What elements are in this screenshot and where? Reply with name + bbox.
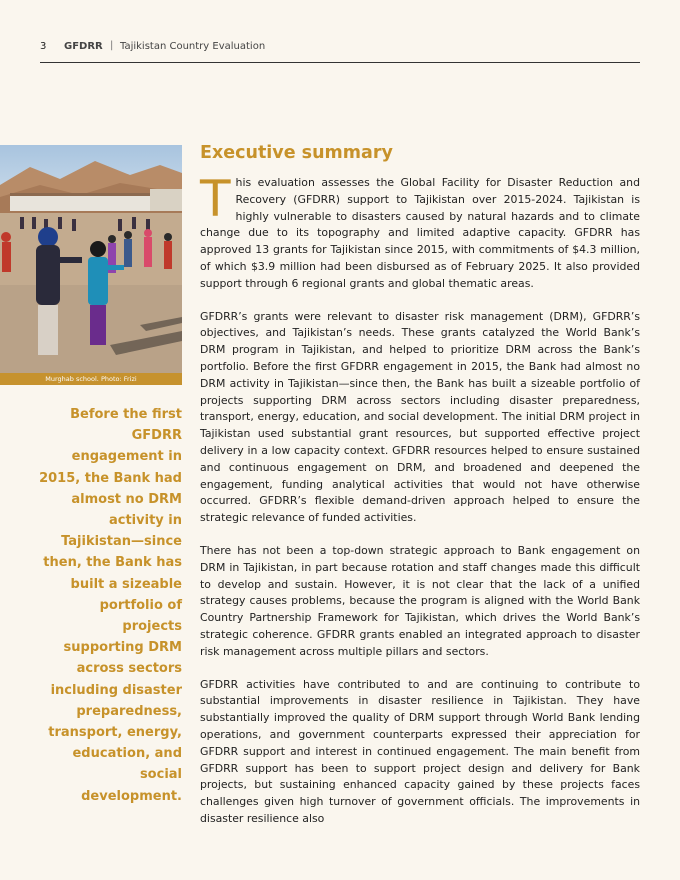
paragraph-1-text: his evaluation assesses the Global Facility for Disaster Reduction and Recovery (GFDRR) support to Tajikistan over 2015-2024. Tajikistan is highly vulnerable to disasters caused by natural hazards and to climate change due to its topography and limited adaptive capacity. GFDRR has approved 13 grants for Tajikistan since 2015, with commitments of $4.3 million, of which $3.9 million had been disbursed as of February 2025. It also provided support through 6 regional grants and global thematic areas. <box>200 176 640 290</box>
header-brand: GFDRR <box>64 41 103 52</box>
paragraph-3: There has not been a top-down strategic approach to Bank engagement on DRM in Tajikistan, in part because rotation and staff changes made this difficult to develop and sustain. However, it is not clear that the lack of a unified strategy causes problems, because the program is aligned with the World Bank Country Partnership Framework for Tajikistan, which drives the World Bank’s strategic coherence. GFDRR grants enabled an integrated approach to disaster risk management across multiple pillars and sectors. <box>200 543 640 658</box>
cover-photo <box>0 145 182 385</box>
executive-summary <box>200 140 640 844</box>
paragraph-4: GFDRR activities have contributed to and are continuing to contribute to substantial improvements in disaster resilience in Tajikistan. They have substantially improved the quality of DRM support through World Bank lending operations, and government counterparts expressed their appreciation for GFDRR support and interest in continued engagement. The main benefit from GFDRR support has been to support project design and delivery for Bank projects, but sustaining enhanced capacity gained by these projects faces challenges given high turnover of government officials. The improvements in disaster resilience also <box>200 677 640 825</box>
header-separator: | <box>110 40 114 51</box>
paragraph-1 <box>200 170 640 293</box>
header-subtitle: Tajikistan Country Evaluation <box>120 41 266 52</box>
page-number: 3 <box>40 41 47 52</box>
drop-cap: T <box>200 170 231 228</box>
photo-illustration <box>0 145 182 385</box>
section-title: Executive summary <box>200 143 393 163</box>
paragraph-2: GFDRR’s grants were relevant to disaster risk management (DRM), GFDRR’s objectives, and Tajikistan’s needs. These grants catalyzed the World Bank’s DRM program in Tajikistan, and helped to prioritize DRM across the Bank’s portfolio. Before the first GFDRR engagement in 2015, the Bank had almost no DRM activity in Tajikistan—since then, the Bank has built a sizeable portfolio of projects supporting DRM across sectors including disaster preparedness, transport, energy, education, and social development. The initial DRM project in Tajikistan used substantial grant resources, but supported effective project delivery in a low capacity context. GFDRR resources helped to ensure sustained and continuous engagement on DRM, and broadened and deepened the engagement, funding analytical activities that would not have otherwise occurred. GFDRR’s flexible demand-driven approach helped to ensure the strategic relevance of funded activities. <box>200 309 640 525</box>
pull-quote: Before the first GFDRR engagement in 2015, the Bank had almost no DRM activity in Tajikistan—since then, the Bank has built a sizeable portfolio of projects supporting DRM across sectors including disaster preparedness, transport, energy, education, and social development. <box>39 407 182 804</box>
photo-caption: Murghab school. Photo: Frizi <box>0 373 182 385</box>
page-header <box>40 40 640 63</box>
